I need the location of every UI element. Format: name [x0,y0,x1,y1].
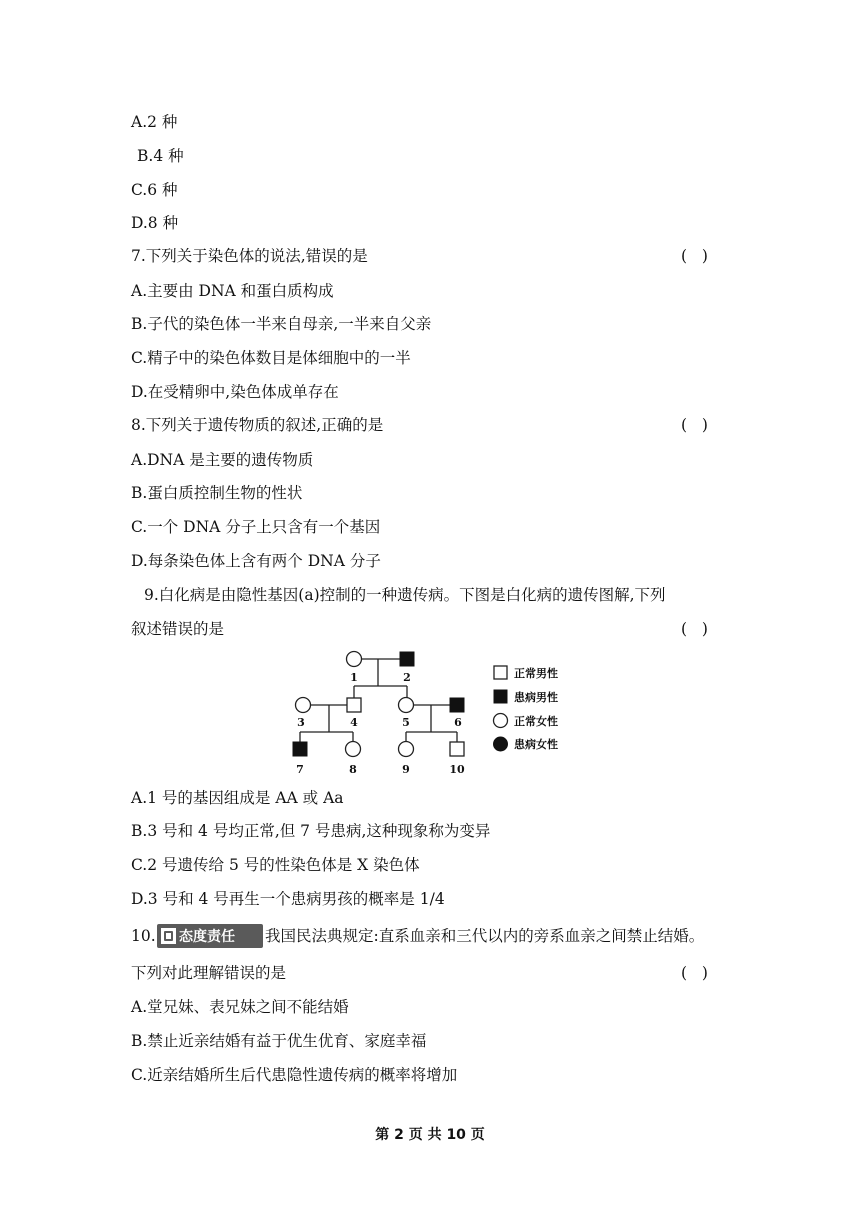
q8-option-a: A.DNA 是主要的遗传物质 [131,451,314,469]
pedigree-label-10: 10 [449,763,465,776]
legend-label-normal-male: 正常男性 [514,667,558,680]
q9-option-b: B.3 号和 4 号均正常,但 7 号患病,这种现象称为变异 [131,822,491,840]
q10-option-a: A.堂兄妹、表兄妹之间不能结婚 [131,998,349,1016]
pedigree-label-1: 1 [350,671,358,684]
legend-normal-male-symbol [494,666,507,679]
q10-stem-line1: 我国民法典规定:直系血亲和三代以内的旁系血亲之间禁止结婚。 [265,927,705,945]
q7-option-a: A.主要由 DNA 和蛋白质构成 [131,282,334,300]
q8-option-d: D.每条染色体上含有两个 DNA 分子 [131,552,381,570]
pedigree-individual-3-normal-female [296,698,311,713]
q7-answer-paren: ( ) [681,247,708,265]
legend-affected-female-symbol [494,737,508,751]
page-footer: 第 2 页 共 10 页 [375,1127,485,1143]
q7-stem: 7.下列关于染色体的说法,错误的是 [131,247,368,265]
q7-option-b: B.子代的染色体一半来自母亲,一半来自父亲 [131,315,432,333]
pedigree-label-2: 2 [403,671,411,684]
attitude-responsibility-tag [157,924,263,948]
pedigree-individual-4-normal-male [347,698,361,712]
pedigree-individual-7-affected-male [293,742,307,756]
q9-stem-line1: 9.白化病是由隐性基因(a)控制的一种遗传病。下图是白化病的遗传图解,下列 [144,586,666,604]
pedigree-individual-1-normal-female [347,652,362,667]
pedigree-label-8: 8 [349,763,357,776]
tag-label: 态度责任 [179,929,235,945]
pedigree-individual-6-affected-male [450,698,464,712]
pedigree-individual-2-affected-male [400,652,414,666]
pedigree-label-9: 9 [402,763,410,776]
q10-answer-paren: ( ) [681,964,708,982]
pedigree-individual-8-normal-female [346,742,361,757]
q6-option-d: D.8 种 [131,214,179,232]
pedigree-label-6: 6 [454,716,462,729]
legend-label-affected-male: 患病男性 [514,691,558,704]
q10-number: 10. [131,927,156,945]
q7-option-d: D.在受精卵中,染色体成单存在 [131,383,339,401]
pedigree-individual-5-normal-female [399,698,414,713]
q9-option-a: A.1 号的基因组成是 AA 或 Aa [131,789,344,807]
q6-option-a: A.2 种 [131,113,178,131]
q8-stem: 8.下列关于遗传物质的叙述,正确的是 [131,416,384,434]
q10-option-b: B.禁止近亲结婚有益于优生优育、家庭幸福 [131,1032,427,1050]
q9-answer-paren: ( ) [681,620,708,638]
tag-badge-icon [161,928,176,944]
q8-answer-paren: ( ) [681,416,708,434]
legend-affected-male-symbol [494,690,507,703]
q6-option-c: C.6 种 [131,181,178,199]
q7-option-c: C.精子中的染色体数目是体细胞中的一半 [131,349,411,367]
legend-normal-female-symbol [494,714,508,728]
pedigree-label-5: 5 [402,716,410,729]
pedigree-label-4: 4 [350,716,358,729]
pedigree-individual-9-normal-female [399,742,414,757]
q8-option-c: C.一个 DNA 分子上只含有一个基因 [131,518,381,536]
pedigree-label-7: 7 [296,763,304,776]
pedigree-label-3: 3 [297,716,305,729]
q8-option-b: B.蛋白质控制生物的性状 [131,484,303,502]
pedigree-individual-10-normal-male [450,742,464,756]
legend-label-affected-female: 患病女性 [514,738,558,751]
q6-option-b: B.4 种 [137,147,184,165]
q10-option-c: C.近亲结婚所生后代患隐性遗传病的概率将增加 [131,1066,458,1084]
q10-stem-line2: 下列对此理解错误的是 [131,964,287,982]
q9-option-d: D.3 号和 4 号再生一个患病男孩的概率是 1/4 [131,890,445,908]
q9-stem-line2: 叙述错误的是 [131,620,225,638]
pedigree-diagram [280,645,580,780]
q9-option-c: C.2 号遗传给 5 号的性染色体是 X 染色体 [131,856,420,874]
legend-label-normal-female: 正常女性 [514,715,558,728]
